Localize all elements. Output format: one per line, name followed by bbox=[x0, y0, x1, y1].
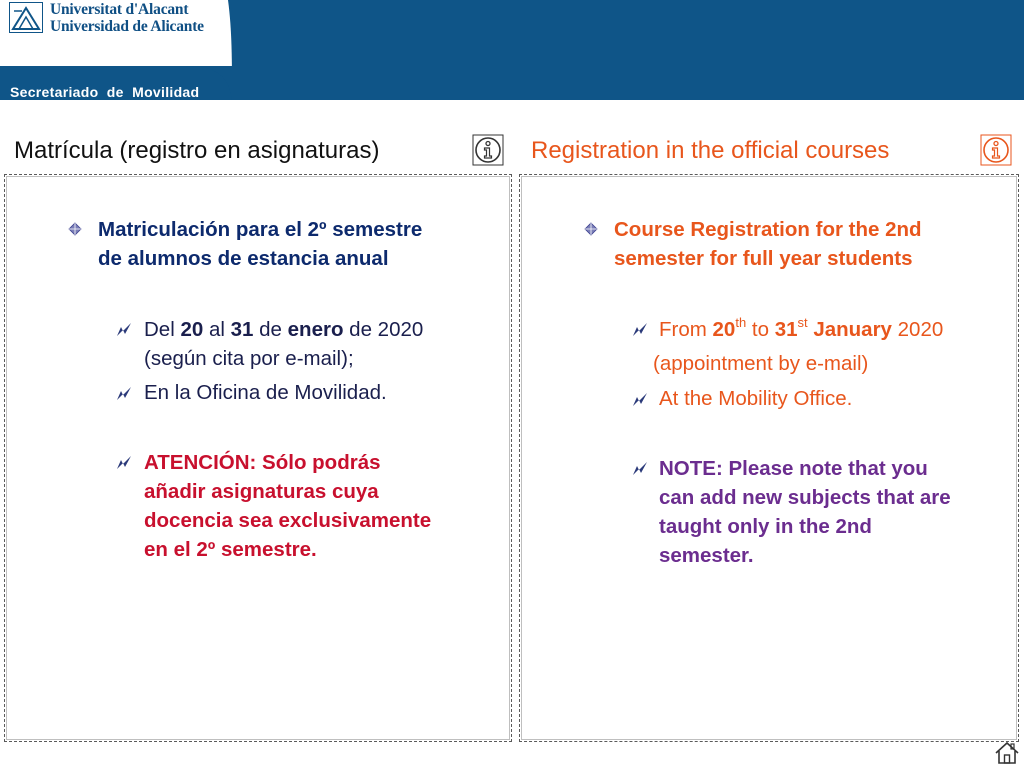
right-date-month: January bbox=[807, 318, 892, 341]
right-date-prefix: From bbox=[659, 318, 713, 341]
right-note-line3: taught only in the 2nd bbox=[659, 515, 872, 538]
home-icon[interactable] bbox=[994, 741, 1020, 765]
left-heading-line2: de alumnos de estancia anual bbox=[98, 247, 389, 270]
left-date-line bbox=[144, 315, 423, 344]
right-heading-line2: semester for full year students bbox=[614, 247, 913, 270]
right-date-year: 2020 bbox=[891, 318, 944, 341]
left-date-start: 20 bbox=[180, 318, 204, 341]
right-date-line bbox=[659, 315, 943, 344]
right-date-start-sup: th bbox=[735, 315, 747, 331]
left-heading-line1: Matriculación para el 2º semestre bbox=[98, 218, 423, 241]
left-warning-line3: docencia sea exclusivamente bbox=[144, 509, 432, 532]
left-warning-line2: añadir asignaturas cuya bbox=[144, 480, 379, 503]
university-name bbox=[50, 1, 204, 35]
left-date-mid1: al bbox=[203, 318, 231, 341]
left-date-year: de 2020 bbox=[343, 318, 424, 341]
logo-icon bbox=[10, 3, 42, 32]
right-date-note: (appointment by e-mail) bbox=[653, 352, 869, 375]
right-note-line4: semester. bbox=[659, 544, 754, 567]
left-date-prefix: Del bbox=[144, 318, 181, 341]
right-note-line1: NOTE: Please note that you bbox=[659, 457, 928, 480]
arrow-bullet-icon bbox=[116, 385, 132, 401]
university-logo[interactable] bbox=[9, 2, 43, 33]
arrow-bullet-icon bbox=[632, 391, 648, 407]
left-location: En la Oficina de Movilidad. bbox=[144, 381, 387, 404]
arrow-bullet-icon bbox=[116, 454, 132, 470]
diamond-bullet-icon bbox=[584, 222, 598, 236]
right-date-start: 20 bbox=[712, 318, 736, 341]
right-note bbox=[659, 454, 951, 570]
header-bar bbox=[0, 0, 1024, 100]
university-name-line2: Universidad de Alicante bbox=[50, 18, 204, 35]
info-icon[interactable] bbox=[980, 134, 1012, 166]
right-title: Registration in the official courses bbox=[531, 137, 890, 164]
right-location: At the Mobility Office. bbox=[659, 387, 853, 410]
left-date-note: (según cita por e-mail); bbox=[144, 347, 354, 370]
right-heading-line1: Course Registration for the 2nd bbox=[614, 218, 922, 241]
left-warning-line1: ATENCIÓN: Sólo podrás bbox=[144, 451, 381, 474]
left-title: Matrícula (registro en asignaturas) bbox=[14, 137, 380, 164]
arrow-bullet-icon bbox=[632, 460, 648, 476]
right-heading bbox=[614, 215, 922, 273]
diamond-bullet-icon bbox=[68, 222, 82, 236]
arrow-bullet-icon bbox=[632, 321, 648, 337]
right-date-end: 31 bbox=[774, 318, 798, 341]
left-date-month: enero bbox=[287, 318, 344, 341]
right-date-mid: to bbox=[746, 318, 775, 341]
left-date-end: 31 bbox=[230, 318, 254, 341]
university-name-line1: Universitat d'Alacant bbox=[50, 1, 189, 18]
section-name: Secretariado de Movilidad bbox=[10, 84, 200, 100]
left-warning bbox=[144, 448, 431, 564]
arrow-bullet-icon bbox=[116, 321, 132, 337]
left-warning-line4: en el 2º semestre. bbox=[144, 538, 317, 561]
left-date-mid2: de bbox=[253, 318, 288, 341]
info-icon[interactable] bbox=[472, 134, 504, 166]
left-heading bbox=[98, 215, 422, 273]
left-dates bbox=[144, 315, 423, 373]
right-note-line2: can add new subjects that are bbox=[659, 486, 951, 509]
right-date-end-sup: st bbox=[797, 315, 808, 331]
